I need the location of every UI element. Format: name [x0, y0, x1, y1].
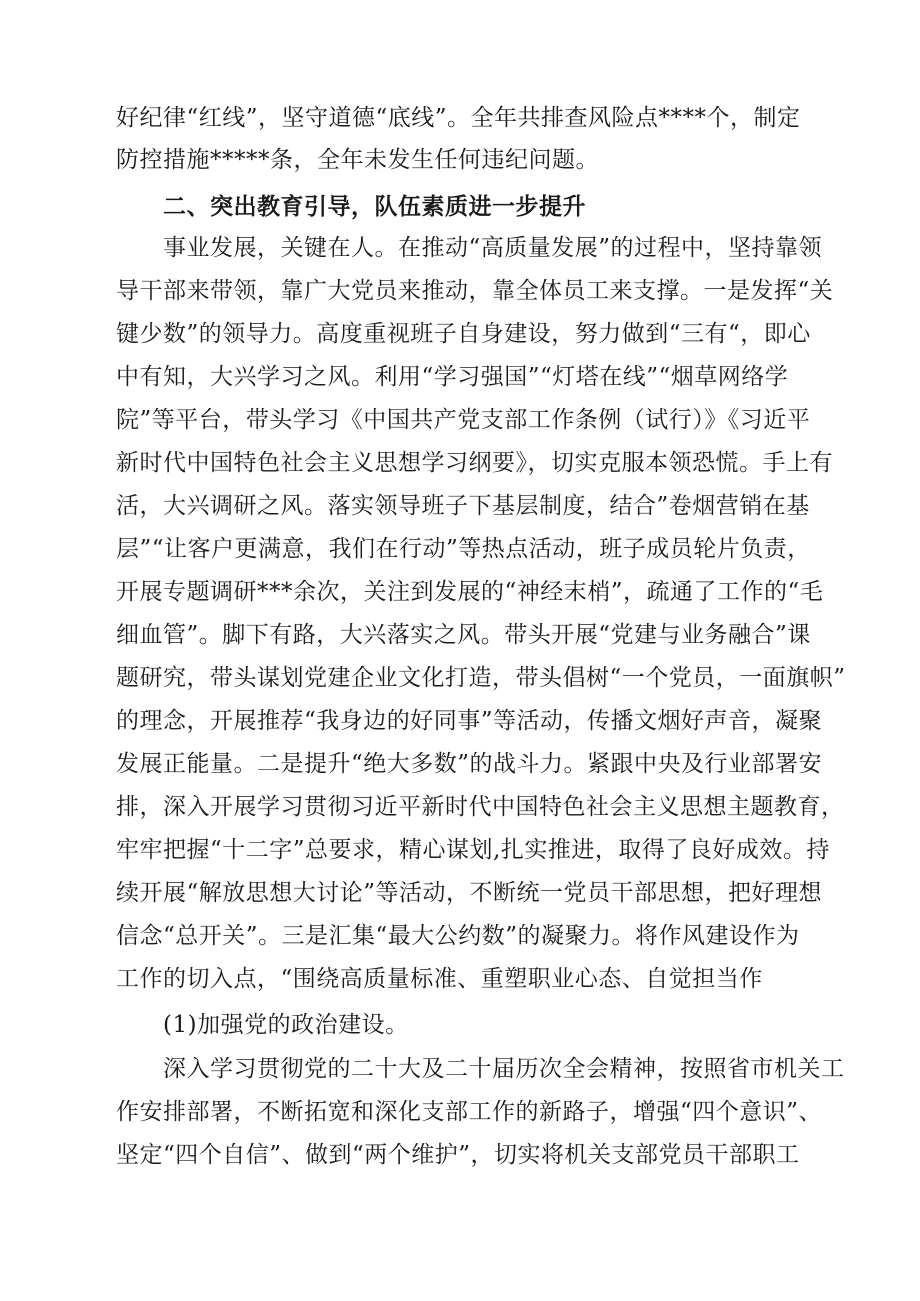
paragraph-line: 作安排部署，不断拓宽和深化支部工作的新路子，增强“四个意识”、: [116, 1099, 823, 1125]
paragraph-line: 新时代中国特色社会主义思想学习纲要》，切实克服本领恐慌。手上有: [116, 450, 833, 476]
paragraph-line: 排，深入开展学习贯彻习近平新时代中国特色社会主义思想主题教育，: [116, 794, 845, 820]
paragraph-line: 发展正能量。二是提升“绝大多数”的战斗力。紧跟中央及行业部署安: [116, 751, 823, 777]
paragraph-line: 坚定“四个自信”、做到“两个维护”，切实将机关支部党员干部职工: [116, 1142, 800, 1168]
paragraph-line: 工作的切入点，“围绕高质量标准、重塑职业心态、自觉担当作: [116, 966, 763, 992]
paragraph-line: 中有知，大兴学习之风。利用“学习强国”“灯塔在线”“烟草网络学: [116, 364, 789, 390]
paragraph-line: 层”“让客户更满意，我们在行动”等热点活动，班子成员轮片负责，: [116, 536, 811, 562]
paragraph-line: 细血管”。脚下有路，大兴落实之风。带头开展“党建与业务融合”课: [116, 622, 811, 648]
paragraph-line: 键少数”的领导力。高度重视班子自身建设，努力做到“三有“，即心: [116, 321, 811, 347]
paragraph-line: 续开展“解放思想大讨论”等活动，不断统一党员干部思想，把好理想: [116, 880, 823, 906]
paragraph-line: 院”等平台，带头学习《中国共产党支部工作条例（试行）》《习近平: [116, 407, 811, 433]
paragraph-line: 好纪律“红线”，坚守道德“底线”。全年共排查风险点****个，制定: [116, 105, 801, 131]
paragraph-line: 活，大兴调研之风。落实领导班子下基层制度，结合”卷烟营销在基: [116, 493, 810, 519]
paragraph-line: 开展专题调研***余次，关注到发展的“神经末梢”，疏通了工作的“毛: [116, 579, 824, 605]
paragraph-line: 题研究，带头谋划党建企业文化打造，带头倡树“一个党员，一面旗帜”: [116, 665, 846, 691]
paragraph-line: 信念“总开关”。三是汇集“最大公约数”的凝聚力。将作风建设作为: [116, 923, 800, 949]
paragraph-line: 事业发展，关键在人。在推动“高质量发展”的过程中，坚持靠领: [163, 235, 823, 261]
paragraph-line: 的理念，开展推荐“我身边的好同事”等活动，传播文烟好声音，凝聚: [116, 708, 823, 734]
paragraph-line: 深入学习贯彻党的二十大及二十届历次全会精神，按照省市机关工: [163, 1056, 845, 1082]
section-heading: 二、突出教育引导，队伍素质进一步提升: [163, 194, 586, 220]
paragraph-line: 导干部来带领，靠广大党员来推动，靠全体员工来支撑。一是发挥“关: [116, 278, 834, 304]
paragraph-line: 牢牢把握“十二字”总要求，精心谋划,扎实推进，取得了良好成效。持: [116, 837, 830, 863]
paragraph-line: 防控措施*****条，全年未发生任何违纪问题。: [116, 147, 599, 173]
subheading-line: (1)加强党的政治建设。: [163, 1012, 409, 1038]
